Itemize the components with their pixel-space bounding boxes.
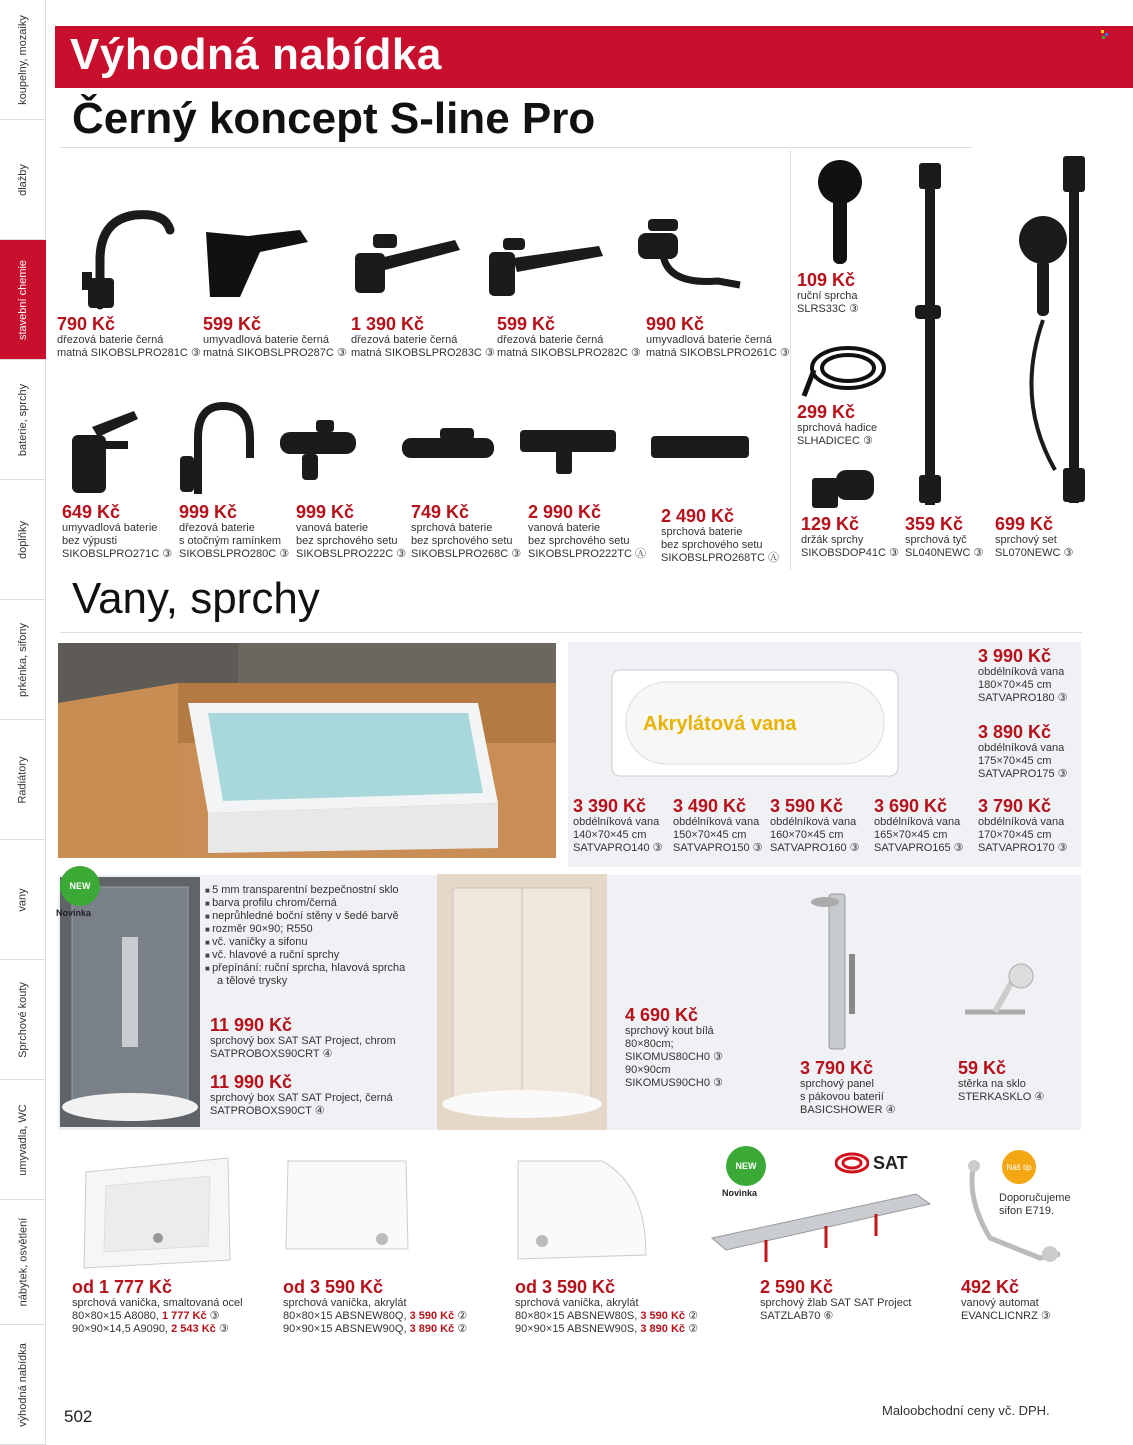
product-price: 649 Kč — [62, 502, 121, 522]
recommend-text: Doporučujeme — [999, 1192, 1071, 1204]
product-kitchen-faucet-281[interactable] — [57, 314, 201, 360]
sidebar-item-doplnky[interactable]: doplňky — [0, 480, 46, 600]
variant-price: 3 590 Kč — [640, 1310, 686, 1322]
product-price: 11 990 Kč — [210, 1015, 293, 1035]
product-bath-siphon[interactable] — [961, 1277, 1051, 1323]
product-desc: s pákovou baterií — [800, 1091, 884, 1103]
product-code: SIKOBSLPRO268TC Ⓐ — [661, 552, 779, 564]
product-price: 1 390 Kč — [351, 314, 425, 334]
shower-rail-image — [905, 155, 955, 510]
thermostatic-shower-faucet-image — [645, 428, 755, 473]
product-desc: 165×70×45 cm — [874, 829, 948, 841]
kitchen-faucet-image — [168, 398, 258, 498]
shower-panel-image — [805, 884, 865, 1054]
product-desc: vanový automat — [961, 1297, 1039, 1309]
product-desc: obdélníková vana — [673, 816, 760, 828]
shower-holder-image — [806, 462, 882, 514]
product-code: SLRS33C ③ — [797, 303, 859, 315]
product-desc: sprchová baterie — [661, 526, 743, 538]
feature-item: ■ vč. vaničky a sifonu — [205, 936, 405, 949]
sat-brand-text: SAT — [873, 1152, 908, 1173]
product-desc: sprchový žlab SAT SAT Project — [760, 1297, 912, 1309]
product-desc: 175×70×45 cm — [978, 755, 1052, 767]
product-price: 11 990 Kč — [210, 1072, 293, 1092]
feature-item: ■ 5 mm transparentní bezpečnostní sklo — [205, 884, 405, 897]
product-desc: s otočným ramínkem — [179, 535, 282, 547]
product-desc: obdélníková vana — [573, 816, 660, 828]
product-desc: obdélníková vana — [978, 666, 1065, 678]
sidebar-item-sprchove-kouty[interactable]: Sprchové kouty — [0, 960, 46, 1080]
page-number: 502 — [64, 1407, 93, 1426]
product-variant — [515, 1323, 698, 1336]
section-title-black-concept: Černý koncept S-line Pro — [72, 94, 596, 143]
product-price: 749 Kč — [411, 502, 470, 522]
feature-item: ■ přepínání: ruční sprcha, hlavová sprcha — [205, 962, 405, 975]
product-acrylic-tray-square[interactable] — [283, 1277, 467, 1336]
product-desc: sprchová vanička, smaltovaná ocel — [72, 1297, 243, 1309]
product-price: 3 990 Kč — [978, 646, 1052, 666]
product-price: 3 890 Kč — [978, 722, 1052, 742]
product-shower-rail[interactable] — [905, 514, 983, 560]
banner-title: Výhodná nabídka — [70, 30, 442, 79]
variant-mark: ② — [685, 1310, 698, 1322]
sidebar-item-nabytek[interactable]: nábytek, osvětlení — [0, 1200, 46, 1325]
product-code: SATVAPRO165 ③ — [874, 842, 964, 854]
product-desc: bez sprchového setu — [661, 539, 763, 551]
product-code: BASICSHOWER ④ — [800, 1104, 896, 1116]
product-code: SATVAPRO175 ③ — [978, 768, 1068, 780]
recommend-text: sifon E719. — [999, 1205, 1055, 1217]
product-price: 2 990 Kč — [528, 502, 602, 522]
price-note: Maloobchodní ceny vč. DPH. — [882, 1403, 1050, 1418]
sidebar-item-vyhodna-nabidka[interactable]: výhodná nabídka — [0, 1325, 46, 1445]
variant-mark: ② — [454, 1310, 468, 1322]
product-desc: 140×70×45 cm — [573, 829, 647, 841]
product-bath-160[interactable] — [770, 796, 860, 855]
product-desc: 80×80cm; — [625, 1038, 674, 1050]
bathroom-photo — [58, 643, 556, 858]
basin-faucet-image — [200, 222, 315, 302]
variant-price: 2 543 Kč — [171, 1323, 216, 1335]
new-badge-icon: NEW Novinka — [60, 866, 100, 906]
category-sidebar — [0, 0, 46, 1445]
kitchen-faucet-image — [345, 228, 475, 298]
product-code: SATPROBOXS90CT ④ — [210, 1105, 325, 1117]
product-kitchen-faucet-282[interactable] — [497, 314, 641, 360]
variant-mark: ② — [454, 1323, 468, 1335]
variant-price: 3 890 Kč — [409, 1323, 455, 1335]
product-price: 3 390 Kč — [573, 796, 647, 816]
feature-item-cont: a tělové trysky — [217, 975, 288, 987]
shower-set-image — [1015, 150, 1095, 510]
variant-price: 1 777 Kč — [161, 1310, 207, 1322]
shower-corner-image — [437, 874, 607, 1130]
divider — [60, 632, 1082, 633]
product-bath-faucet-222[interactable] — [296, 502, 406, 561]
product-price: 790 Kč — [57, 314, 116, 334]
product-code: SL070NEWC ③ — [995, 547, 1074, 559]
product-hand-shower[interactable] — [797, 270, 859, 316]
product-code: SIKOBSLPRO271C ③ — [62, 548, 173, 560]
product-price: 999 Kč — [296, 502, 355, 522]
product-basin-faucet-261[interactable] — [646, 314, 790, 360]
sidebar-item-koupelny[interactable]: koupelny, mozaiky — [0, 0, 46, 120]
wall-faucet-image — [618, 215, 748, 295]
variant-size: 80×80×15 A8080, — [72, 1310, 162, 1322]
product-desc: sprchový box SAT SAT Project, chrom — [210, 1035, 396, 1047]
product-price: 59 Kč — [958, 1058, 1007, 1078]
product-bath-180[interactable] — [978, 646, 1068, 705]
product-code: SIKOMUS80CH0 ③ — [625, 1051, 723, 1063]
product-code: SIKOBSLPRO280C ③ — [179, 548, 290, 560]
product-code: EVANCLICNRZ ③ — [961, 1310, 1051, 1322]
product-shower-holder[interactable] — [801, 514, 899, 560]
section-title-baths-showers: Vany, sprchy — [72, 574, 320, 623]
sat-swirl-icon — [835, 1152, 869, 1174]
product-price: 3 790 Kč — [978, 796, 1052, 816]
product-acrylic-tray-quarter[interactable] — [515, 1277, 698, 1336]
shower-drain-image — [706, 1188, 936, 1268]
product-code: matná SIKOBSLPRO261C ③ — [646, 347, 790, 359]
product-code: SATVAPRO160 ③ — [770, 842, 860, 854]
variant-size: 90×90×14,5 A9090, — [72, 1323, 172, 1335]
basin-faucet-image — [62, 405, 142, 495]
sidebar-item-vany[interactable]: vany — [0, 840, 46, 960]
sat-logo — [835, 1152, 908, 1174]
product-code: SATVAPRO180 ③ — [978, 692, 1068, 704]
product-code: SATPROBOXS90CRT ④ — [210, 1048, 333, 1060]
product-code: SIKOBSLPRO222TC Ⓐ — [528, 548, 646, 560]
product-code: SL040NEWC ③ — [905, 547, 984, 559]
product-code: matná SIKOBSLPRO287C ③ — [203, 347, 347, 359]
product-steel-tray[interactable] — [72, 1277, 243, 1336]
product-desc: 90×90cm — [625, 1064, 671, 1076]
product-desc: 180×70×45 cm — [978, 679, 1052, 691]
product-price: 599 Kč — [203, 314, 262, 334]
product-desc: dřezová baterie — [179, 522, 255, 534]
siphon-recommendation — [999, 1192, 1071, 1218]
product-variant — [72, 1323, 243, 1336]
variant-mark: ③ — [206, 1310, 220, 1322]
product-desc: obdélníková vana — [874, 816, 961, 828]
thermostatic-bath-faucet-image — [516, 420, 621, 480]
product-variant — [72, 1310, 243, 1323]
product-desc: bez sprchového setu — [296, 535, 398, 547]
product-price: 4 690 Kč — [625, 1005, 699, 1025]
product-desc: dřezová baterie černá — [57, 334, 164, 346]
product-desc: obdélníková vana — [978, 742, 1065, 754]
product-desc: umyvadlová baterie černá — [646, 334, 772, 346]
product-bath-170[interactable] — [978, 796, 1068, 855]
product-price: 359 Kč — [905, 514, 964, 534]
product-price: 2 490 Kč — [661, 506, 735, 526]
product-shower-box-black[interactable] — [210, 1072, 393, 1118]
product-desc: bez sprchového setu — [528, 535, 630, 547]
product-desc: 150×70×45 cm — [673, 829, 747, 841]
product-bath-150[interactable] — [673, 796, 763, 855]
product-price: 599 Kč — [497, 314, 556, 334]
product-price: od 3 590 Kč — [515, 1277, 616, 1297]
shower-hose-image — [800, 338, 890, 398]
product-desc: obdélníková vana — [978, 816, 1065, 828]
feature-item: ■ neprůhledné boční stěny v šedé barvě — [205, 910, 405, 923]
product-variant — [515, 1310, 698, 1323]
product-code: SIKOBSLPRO222C ③ — [296, 548, 407, 560]
product-shower-panel[interactable] — [800, 1058, 895, 1117]
product-kitchen-faucet-283[interactable] — [351, 314, 495, 360]
sidebar-item-prkenka[interactable]: prkénka, sifony — [0, 600, 46, 720]
product-desc: sprchový set — [995, 534, 1057, 546]
product-price: 299 Kč — [797, 402, 856, 422]
product-shower-box-chrome[interactable] — [210, 1015, 396, 1061]
product-code: SIKOMUS90CH0 ③ — [625, 1077, 723, 1089]
product-code: SATVAPRO150 ③ — [673, 842, 763, 854]
product-shower-faucet-268tc[interactable] — [661, 506, 779, 565]
product-code: matná SIKOBSLPRO283C ③ — [351, 347, 495, 359]
steel-tray-image — [78, 1150, 238, 1270]
variant-size: 90×90×15 ABSNEW90Q, — [283, 1323, 410, 1335]
product-desc: obdélníková vana — [770, 816, 857, 828]
product-price: 129 Kč — [801, 514, 860, 534]
variant-mark: ② — [685, 1323, 698, 1335]
product-desc: 160×70×45 cm — [770, 829, 844, 841]
acrylic-tray-square-image — [282, 1155, 412, 1255]
kitchen-faucet-image — [483, 232, 613, 300]
product-price: 492 Kč — [961, 1277, 1020, 1297]
product-code: SATZLAB70 ⑥ — [760, 1310, 834, 1322]
product-variant — [283, 1323, 467, 1336]
product-code: SATVAPRO140 ③ — [573, 842, 663, 854]
product-price: 990 Kč — [646, 314, 705, 334]
product-bath-140[interactable] — [573, 796, 663, 855]
product-price: 2 590 Kč — [760, 1277, 834, 1297]
product-price: od 1 777 Kč — [72, 1277, 173, 1297]
hand-shower-image — [815, 158, 865, 268]
shower-box-features — [205, 884, 405, 988]
product-code: SATVAPRO170 ③ — [978, 842, 1068, 854]
product-basin-faucet-271[interactable] — [62, 502, 172, 561]
divider — [790, 150, 791, 570]
sidebar-item-baterie[interactable]: baterie, sprchy — [0, 360, 46, 480]
acrylic-tray-quarter-image — [512, 1155, 652, 1265]
shower-faucet-image — [398, 428, 498, 478]
glass-squeegee-image — [955, 962, 1045, 1042]
product-desc: sprchová hadice — [797, 422, 878, 434]
product-desc: dřezová baterie černá — [351, 334, 458, 346]
product-code: SLHADICEC ③ — [797, 435, 873, 447]
product-code: SIKOBSLPRO268C ③ — [411, 548, 522, 560]
new-badge-icon: NEW Novinka — [726, 1146, 766, 1186]
product-desc: umyvadlová baterie — [62, 522, 158, 534]
product-code: matná SIKOBSLPRO282C ③ — [497, 347, 641, 359]
product-desc: sprchový box SAT SAT Project, černá — [210, 1092, 393, 1104]
product-price: od 3 590 Kč — [283, 1277, 384, 1297]
sidebar-item-umyvadla[interactable]: umyvadla, WC — [0, 1080, 46, 1200]
product-shower-drain[interactable] — [760, 1277, 911, 1323]
product-shower-set[interactable] — [995, 514, 1073, 560]
product-desc: umyvadlová baterie černá — [203, 334, 329, 346]
product-desc: sprchová vanička, akrylát — [515, 1297, 639, 1309]
variant-price: 3 590 Kč — [409, 1310, 455, 1322]
feature-item: ■ rozměr 90×90; R550 — [205, 923, 405, 936]
product-bath-175[interactable] — [978, 722, 1068, 781]
product-bath-165[interactable] — [874, 796, 964, 855]
product-shower-faucet-268[interactable] — [411, 502, 521, 561]
product-desc: ruční sprcha — [797, 290, 858, 302]
product-desc: bez sprchového setu — [411, 535, 513, 547]
feature-item: ■ barva profilu chrom/černá — [205, 897, 405, 910]
new-badge-label: Novinka — [722, 1188, 758, 1198]
product-price: 3 490 Kč — [673, 796, 747, 816]
product-variant — [283, 1310, 467, 1323]
product-desc: dřezová baterie černá — [497, 334, 604, 346]
product-bath-faucet-222tc[interactable] — [528, 502, 646, 561]
product-desc: vanová baterie — [528, 522, 601, 534]
product-price: 699 Kč — [995, 514, 1054, 534]
product-desc: 170×70×45 cm — [978, 829, 1052, 841]
product-price: 3 790 Kč — [800, 1058, 874, 1078]
divider — [60, 147, 972, 148]
product-price: 109 Kč — [797, 270, 856, 290]
product-desc: sprchový kout bílá — [625, 1025, 714, 1037]
acrylic-bath-label: Akrylátová vana — [643, 713, 797, 735]
variant-mark: ③ — [215, 1323, 229, 1335]
product-squeegee[interactable] — [958, 1058, 1044, 1104]
sidebar-item-dlazby[interactable]: dlažby — [0, 120, 46, 240]
sidebar-item-stavebni-chemie[interactable]: stavební chemie — [0, 240, 46, 360]
variant-size: 80×80×15 ABSNEW80Q, — [283, 1310, 410, 1322]
product-code: SIKOBSDOP41C ③ — [801, 547, 899, 559]
variant-size: 90×90×15 ABSNEW90S, — [515, 1323, 641, 1335]
product-price: 3 590 Kč — [770, 796, 844, 816]
product-desc: vanová baterie — [296, 522, 369, 534]
product-desc: sprchová tyč — [905, 534, 967, 546]
sidebar-item-radiatory[interactable]: Radiátory — [0, 720, 46, 840]
product-desc: držák sprchy — [801, 534, 864, 546]
product-desc: bez výpusti — [62, 535, 118, 547]
kitchen-faucet-image — [60, 200, 190, 310]
product-desc: stěrka na sklo — [958, 1078, 1026, 1090]
bath-faucet-image — [272, 418, 362, 488]
product-kitchen-faucet-280[interactable] — [179, 502, 289, 561]
variant-price: 3 890 Kč — [640, 1323, 686, 1335]
product-code: STERKASKLO ④ — [958, 1091, 1045, 1103]
product-code: matná SIKOBSLPRO281C ③ — [57, 347, 201, 359]
corner-dots-icon — [1101, 30, 1111, 40]
product-price: 999 Kč — [179, 502, 238, 522]
feature-item: ■ vč. hlavové a ruční sprchy — [205, 949, 405, 962]
product-shower-corner[interactable] — [625, 1005, 723, 1090]
product-desc: sprchová baterie — [411, 522, 493, 534]
product-shower-hose[interactable] — [797, 402, 877, 448]
product-desc: sprchová vanička, akrylát — [283, 1297, 407, 1309]
variant-size: 80×80×15 ABSNEW80S, — [515, 1310, 641, 1322]
product-desc: sprchový panel — [800, 1078, 874, 1090]
new-badge-label: Novinka — [56, 908, 92, 918]
tip-badge-label: Náš tip — [1006, 1162, 1032, 1172]
product-basin-faucet-287[interactable] — [203, 314, 347, 360]
product-price: 3 690 Kč — [874, 796, 948, 816]
